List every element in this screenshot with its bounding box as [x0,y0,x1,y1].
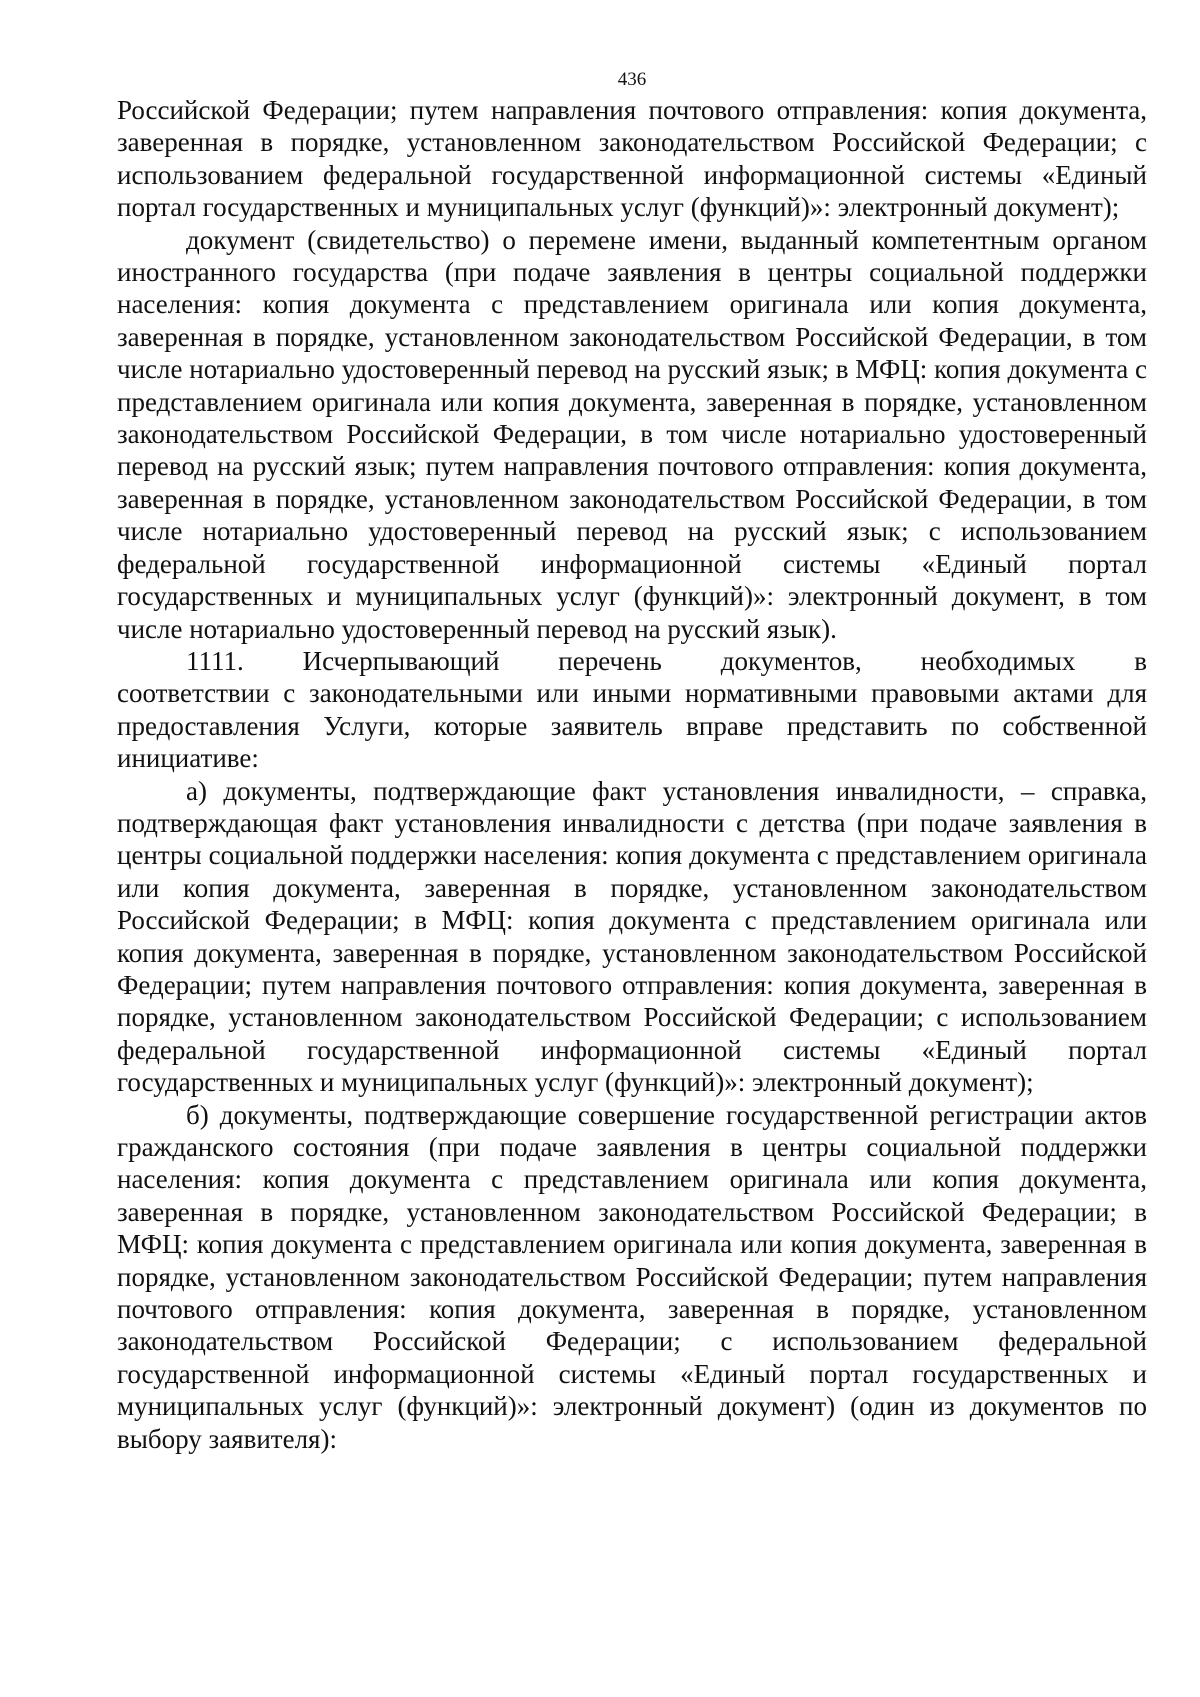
paragraph-item-b: б) документы, подтверждающие совершение государственной регистрации актов гражданского состояния (при подаче заявления в центры социальной поддержки населения: копия документа с представлением оригинала или копия документа, заверенная в порядке, установленном законодательством Российской Федерации; в МФЦ: копия документа с представлением оригинала или копия документа, заверенная в порядке, установленном законодательством Российской Федерации; путем направления почтового отправления: копия документа, заверенная в порядке, установленном законодательством Российской Федерации; с использованием федеральной государственной информационной системы «Единый портал государственных и муниципальных услуг (функций)»: электронный документ) (один из документов по выбору заявителя): [117,1099,1147,1454]
item-word: перечень [558,645,662,676]
paragraph-name-change-document: документ (свидетельство) о перемене имени, выданный компетентным органом иностранного государства (при подаче заявления в центры социальной поддержки населения: копия документа с представлением оригинала или копия документа, заверенная в порядке, установленном законодательством Российской Федерации, в том числе нотариально удостоверенный перевод на русский язык; в МФЦ: копия документа с представлением оригинала или копия документа, заверенная в порядке, установленном законодательством Российской Федерации, в том числе нотариально удостоверенный перевод на русский язык; путем направления почтового отправления: копия документа, заверенная в порядке, установленном законодательством Российской Федерации, в том числе нотариально удостоверенный перевод на русский язык; с использованием федеральной государственной информационной системы «Единый портал государственных и муниципальных услуг (функций)»: электронный документ, в том числе нотариально удостоверенный перевод на русский язык). [117,224,1147,644]
item-1111-continuation: соответствии с законодательными или иными нормативными правовыми актами для предоставления Услуги, которые заявитель вправе представить по собственной инициативе: [117,678,1147,774]
document-page [117,68,1147,1455]
page-number: 436 [617,69,647,90]
item-word: в [1134,645,1147,676]
paragraph-item-a: а) документы, подтверждающие факт установления инвалидности, – справка, подтверждающая факт установления инвалидности с детства (при подаче заявления в центры социальной поддержки населения: копия документа с представлением оригинала или копия документа, заверенная в порядке, установленном законодательством Российской Федерации; в МФЦ: копия документа с представлением оригинала или копия документа, заверенная в порядке, установленном законодательством Российской Федерации; путем направления почтового отправления: копия документа, заверенная в порядке, установленном законодательством Российской Федерации; с использованием федеральной государственной информационной системы «Единый портал государственных и муниципальных услуг (функций)»: электронный документ); [117,775,1147,1098]
item-word: Исчерпывающий [302,645,500,676]
paragraph-continuation: Российской Федерации; путем направления почтового отправления: копия документа, заверенная в порядке, установленном законодательством Российской Федерации; с использованием федеральной государственной информационной системы «Единый портал государственных и муниципальных услуг (функций)»: электронный документ); [117,95,1147,223]
item-number: 1111. [186,645,244,676]
item-1111-first-line [117,645,1147,677]
item-word: документов, [720,645,862,676]
item-word: необходимых [920,645,1076,676]
